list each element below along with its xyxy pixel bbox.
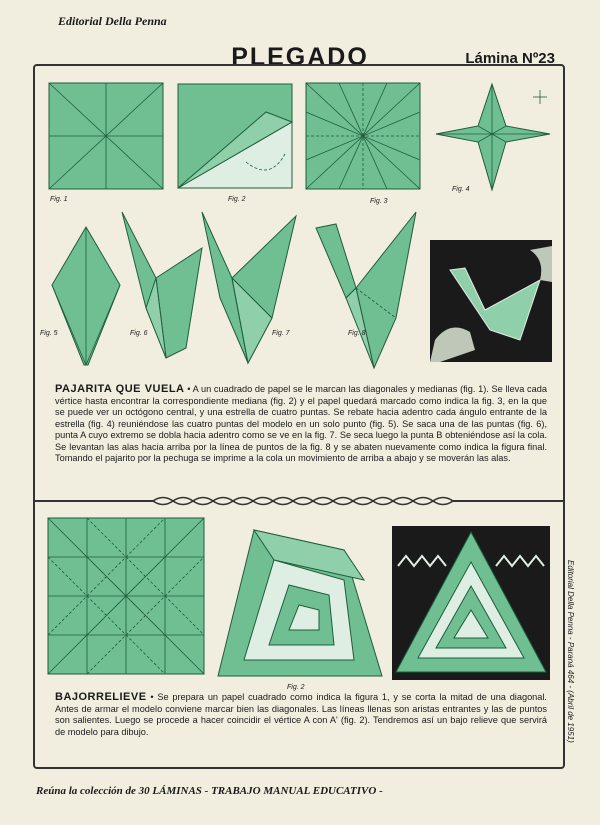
section1-body: A un cuadrado de papel se le marcan las diagonales y medianas (fig. 1). Se lleva cada vértice hasta encontrar la correspondiente mediana (fig. 2) y el papel quedará marcado como indica la fig. 3, en la que se puede ver un octógono central, y una estrella de cuatro puntas. Se rebate hacia adentro cada ángulo entrante de la estrella (fig. 4) reuniéndose las cuatro puntas del modelo en un solo punto (fig. 5). Se saca una de las puntas (fig. 6), punta A cuyo extremo se dobla hacia adentro como se ve en la fig. 7. Se seca luego la punta B obteniéndose así la cola. Se levantan las alas hacia arriba por la línea de puntos de la fig. 8 y se abaten nuevamente como indica la figura final. Tomando el pajarito por la pechuga se imprime a la cola un movimiento de arriba a abajo y se moverán las alas.	[55, 384, 547, 463]
fig3-label: Fig. 3	[370, 198, 388, 205]
section1-text: PAJARITA QUE VUELA • A un cuadrado de papel se le marcan las diagonales y medianas (fig. 1). Se lleva cada vértice hasta encontrar la correspondiente mediana (fig. 2) y el papel quedará marcado como indica la fig. 3, en la que se puede ver un octógono central, y una estrella de cuatro puntas. Se rebate hacia adentro cada ángulo entrante de la estrella (fig. 4) reuniéndose las cuatro puntas del modelo en un solo punto (fig. 5). Se saca una de las puntas (fig. 6), punta A cuyo extremo se dobla hacia adentro como se ve en la fig. 7. Se seca luego la punta B obteniéndose así la cola. Se levantan las alas hacia arriba por la línea de puntos de la fig. 8 y se abaten nuevamente como indica la figura final. Tomando el pajarito por la pechuga se imprime a la cola un movimiento de arriba a abajo y se moverán las alas.	[55, 383, 547, 463]
page-title: PLEGADO	[231, 43, 369, 71]
plate-number: Lámina Nº23	[465, 50, 555, 67]
fig4-star	[432, 82, 554, 194]
fig7-label: Fig. 7	[272, 330, 290, 337]
section1-heading: PAJARITA QUE VUELA	[55, 383, 185, 395]
fig6-label: Fig. 6	[130, 330, 148, 337]
footer-tagline: Reúna la colección de 30 LÁMINAS - TRABAJO MANUAL EDUCATIVO -	[36, 785, 383, 797]
final-bird-photo	[430, 240, 552, 362]
section2-text: BAJORRELIEVE • Se prepara un papel cuadrado como indica la figura 1, y se corta la mitad de una diagonal. Antes de armar el modelo conviene marcar bien las diagonales. Las líneas llenas son aristas entrantes y las de puntos son salientes. Luego se procede a hacer coincidir el vértice A con A' (fig. 2). Tendremos así un bajo relieve que servirá de modelo para dibujo.	[55, 691, 547, 737]
decorative-divider	[33, 494, 565, 508]
sidebar-text: Editorial Della Penna - Paraná 464 - (Abril de 1951)	[566, 560, 575, 743]
fig8-label: Fig. 8	[348, 330, 366, 337]
sidebar-publisher-info	[563, 560, 577, 760]
publisher-logo: Editorial Della Penna	[58, 14, 167, 28]
fig1-label: Fig. 1	[50, 196, 68, 203]
bas-relief-fig2-label: Fig. 2	[287, 684, 305, 691]
fig4-label: Fig. 4	[452, 186, 470, 193]
fig5-base	[48, 225, 124, 370]
section2-heading: BAJORRELIEVE	[55, 691, 147, 703]
bas-relief-fig2-fold	[214, 520, 390, 680]
fig2-fold	[176, 82, 296, 192]
fig7-fold	[192, 208, 302, 368]
fig2-label: Fig. 2	[228, 196, 246, 203]
bas-relief-fig1-grid	[46, 516, 208, 678]
fig5-label: Fig. 5	[40, 330, 58, 337]
fig1-square-creases	[48, 82, 166, 192]
section2-body: Se prepara un papel cuadrado como indica la figura 1, y se corta la mitad de una diagonal. Antes de armar el modelo conviene marcar bien las diagonales. Las líneas llenas son aristas entrantes y las de puntos son salientes. Luego se procede a hacer coincidir el vértice A con A' (fig. 2). Tendremos así un bajo relieve que servirá de modelo para dibujo.	[55, 692, 547, 737]
bas-relief-final-photo	[392, 526, 550, 680]
fig3-crease-pattern	[305, 82, 423, 192]
fig8-bird	[306, 208, 424, 373]
